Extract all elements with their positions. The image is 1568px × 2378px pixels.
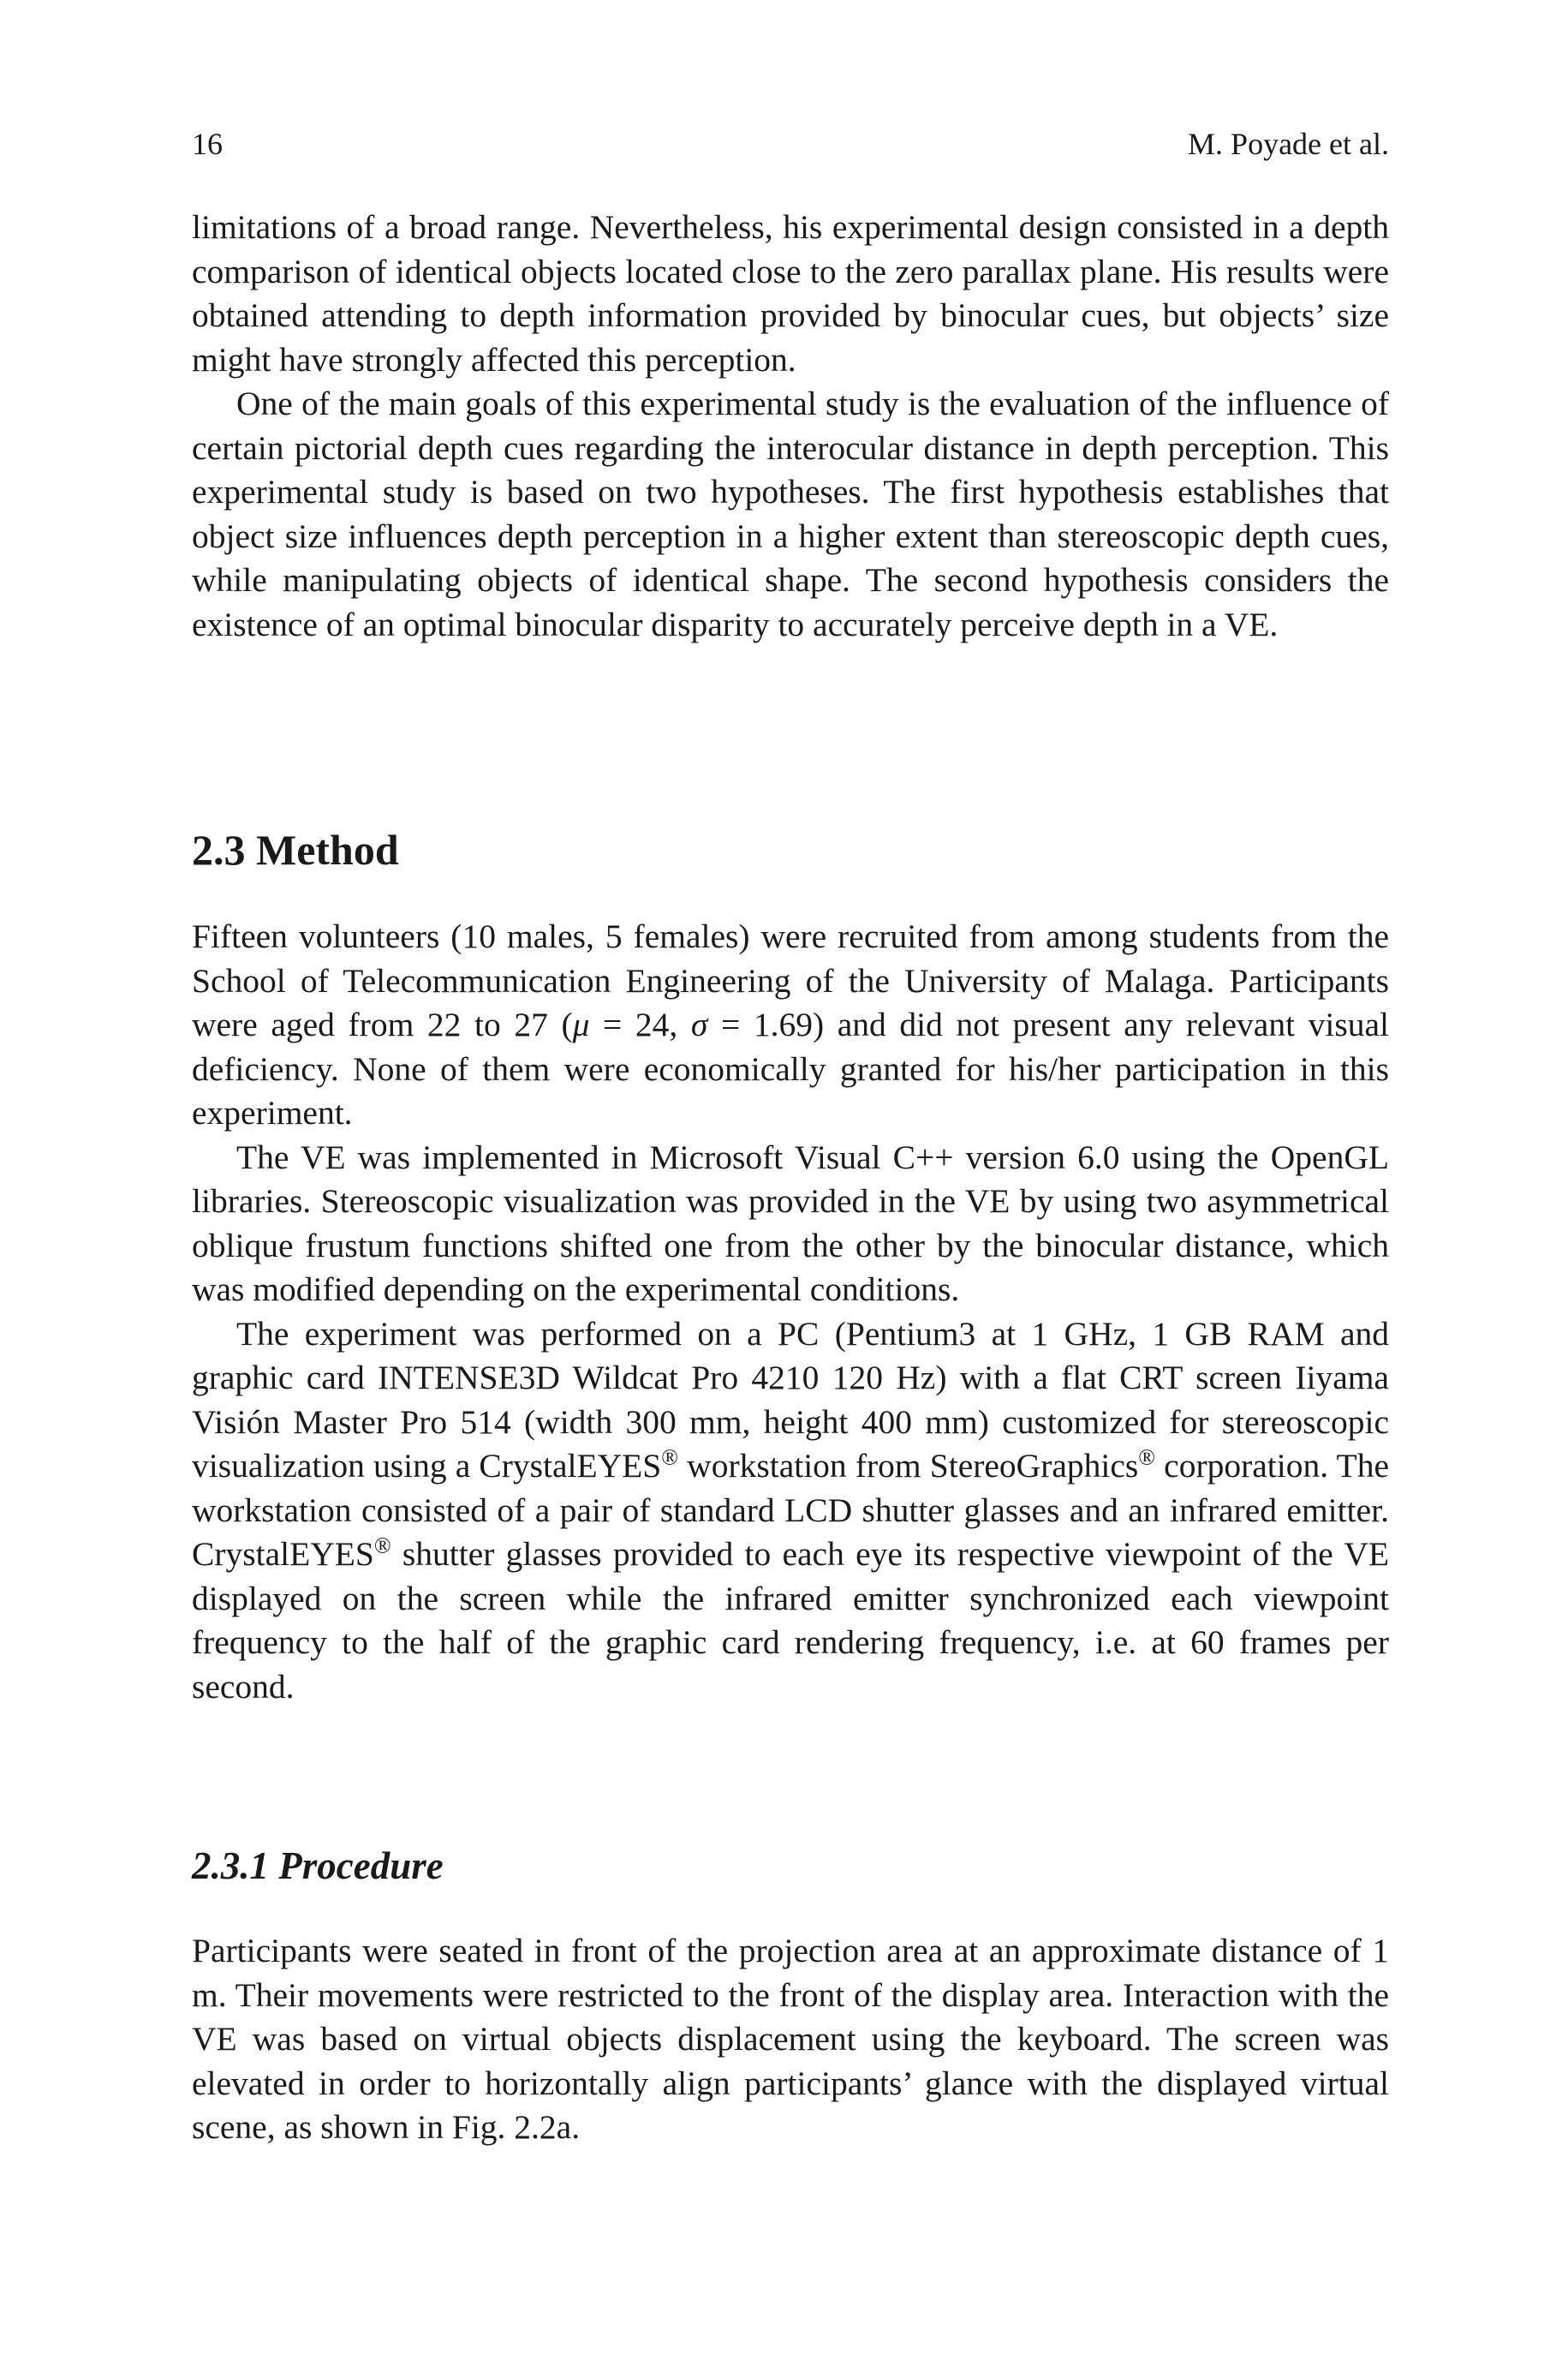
page-number: 16 [192, 127, 223, 161]
subsection-heading-procedure: 2.3.1 Procedure [192, 1844, 444, 1887]
registered-mark: ® [661, 1444, 679, 1470]
method-paragraph-implementation: The VE was implemented in Microsoft Visual C++ version 6.0 using the OpenGL libraries. Stereoscopic visualization was provided in the VE by using two asymmetrical oblique frustum functions shifted one from the other by the binocular distance, which was modified depending on the experimental conditions. [192, 1138, 1389, 1308]
procedure-body [192, 1929, 1389, 2150]
procedure-paragraph-1: Participants were seated in front of the projection area at an approximate distance of 1 m. Their movements were restricted to the front of the display area. Interaction with the VE was based on virtual objects displacement using the keyboard. The screen was elevated in order to horizontally align participants’ glance with the displayed virtual scene, as shown in Fig. 2.2a. [192, 1932, 1389, 2146]
math-mu: μ [572, 1006, 590, 1043]
procedure-section [192, 1842, 1389, 1890]
math-sigma: σ [690, 1006, 708, 1043]
intro-paragraph-1: limitations of a broad range. Nevertheless, his experimental design consisted in a depth comparison of identical objects located close to the zero parallax plane. His results were obtained attending to depth information provided by binocular cues, but objects’ size might have strongly affected this perception. [192, 208, 1389, 379]
intro-paragraph-2: One of the main goals of this experimental study is the evaluation of the influence of certain pictorial depth cues regarding the interocular distance in depth perception. This experimental study is based on two hypotheses. The first hypothesis establishes that object size influences depth perception in a higher extent than stereoscopic depth cues, while manipulating objects of identical shape. The second hypothesis considers the existence of an optimal binocular disparity to accurately perceive depth in a VE. [192, 385, 1389, 643]
running-head-authors: M. Poyade et al. [1188, 127, 1389, 161]
method-paragraph-participants: Fifteen volunteers (10 males, 5 females) were recruited from among students from the School of Telecommunication Engineering of the University of Malaga. Participants were aged from 22 to 27 (μ = 24, σ = 1.69) and did not present any relevant visual deficiency. None of them were economically granted for his/her participation in this experiment. [192, 917, 1389, 1132]
method-section [192, 824, 1389, 875]
method-body [192, 915, 1389, 1709]
section-heading-method: 2.3 Method [192, 826, 399, 874]
page [192, 0, 1389, 2378]
registered-mark: ® [373, 1533, 391, 1558]
method-paragraph-hardware: The experiment was performed on a PC (Pentium3 at 1 GHz, 1 GB RAM and graphic card INTENSE3D Wildcat Pro 4210 120 Hz) with a flat CRT screen Iiyama Visión Master Pro 514 (width 300 mm, height 400 mm) customized for stereoscopic visualization using a CrystalEYES® workstation from StereoGraphics® corporation. The workstation consisted of a pair of standard LCD shutter glasses and an infrared emitter. CrystalEYES® shutter glasses provided to each eye its respective viewpoint of the VE displayed on the screen while the infrared emitter synchronized each viewpoint frequency to the half of the graphic card rendering frequency, i.e. at 60 frames per second. [192, 1314, 1389, 1706]
registered-mark: ® [1138, 1444, 1156, 1470]
intro-section [192, 206, 1389, 647]
